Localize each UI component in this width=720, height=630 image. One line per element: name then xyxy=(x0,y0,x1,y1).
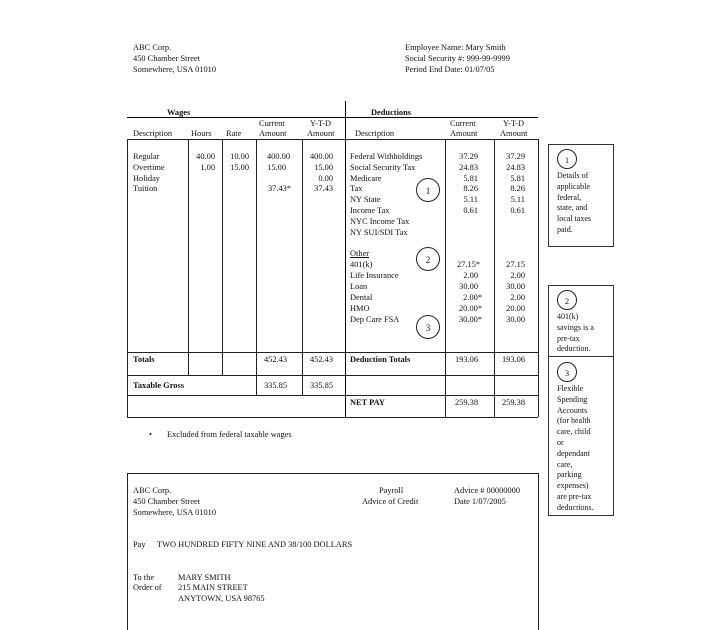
wage-row-ytd: 15.00 xyxy=(314,163,333,172)
wages-totals-label: Totals xyxy=(133,355,155,364)
tax-row-desc: Social Security Tax xyxy=(350,163,416,172)
deduction-totals-current: 193.06 xyxy=(454,355,478,364)
wage-row-desc: Overtime xyxy=(133,163,165,172)
table-right-border xyxy=(538,139,539,417)
advice-number: Advice # 00000000 xyxy=(454,486,521,495)
wage-row-desc: Tuition xyxy=(133,184,158,193)
tax-row-ytd: 8.26 xyxy=(510,184,525,193)
tax-row-ytd: 0.61 xyxy=(510,206,525,215)
to-the-label: To the xyxy=(133,573,155,582)
tax-row-ytd: 5.81 xyxy=(510,174,525,183)
wages-col-current-2: Amount xyxy=(259,129,287,138)
tax-row-current: 24.83 xyxy=(459,163,478,172)
other-row-current: 2.00* xyxy=(463,293,482,302)
advice-date: Date 1/07/2005 xyxy=(454,497,506,506)
other-row-current: 20.00* xyxy=(458,304,482,313)
ded-col-description: Description xyxy=(355,129,395,138)
callout-marker-2: 2 xyxy=(416,247,440,271)
wages-heading: Wages xyxy=(167,108,191,117)
taxable-gross-current: 335.85 xyxy=(263,381,287,390)
tax-row-desc: Tax xyxy=(350,184,363,193)
other-deductions-label: Other xyxy=(350,249,370,258)
employee-ssn: Social Security #: 999-99-9999 xyxy=(405,54,510,63)
other-row-current: 30.00 xyxy=(459,282,478,291)
wages-totals-current: 452.43 xyxy=(263,355,287,364)
table-center-divider xyxy=(345,101,346,418)
table-left-border xyxy=(127,139,128,417)
advice-right-border xyxy=(538,473,539,630)
other-row-ytd: 2.00 xyxy=(510,271,525,280)
other-row-current: 27.15* xyxy=(456,260,480,269)
other-row-ytd: 30.00 xyxy=(506,315,525,324)
wages-col-description: Description xyxy=(133,129,173,138)
ded-col-current-1: Current xyxy=(450,119,476,128)
payee-city: ANYTOWN, USA 98765 xyxy=(178,594,265,603)
wages-col-current-1: Current xyxy=(259,119,285,128)
tax-row-ytd: 5.11 xyxy=(510,195,525,204)
wage-row-rate: 10.00 xyxy=(230,152,249,161)
pay-amount-words: TWO HUNDRED FIFTY NINE AND 38/100 DOLLARS xyxy=(157,540,353,549)
tax-row-current: 0.61 xyxy=(463,206,478,215)
totals-bottom-rule xyxy=(127,375,538,376)
note-box-3 xyxy=(548,356,614,516)
other-row-ytd: 30.00 xyxy=(506,282,525,291)
wages-totals-ytd: 452.43 xyxy=(309,355,333,364)
note-box-1 xyxy=(548,144,614,247)
advice-title-payroll: Payroll xyxy=(379,486,404,495)
note-text-3: Flexible Spending Accounts (for health care, child or dependant care, parking expenses) are pre-tax deductions. xyxy=(557,384,594,512)
other-row-current: 30.00* xyxy=(458,315,482,324)
payee-name: MARY SMITH xyxy=(178,573,231,582)
company-name: ABC Corp. xyxy=(133,43,172,52)
footnote-text: Excluded from federal taxable wages xyxy=(167,430,292,439)
advice-company-street: 450 Chamber Street xyxy=(133,497,200,506)
table-bottom-rule xyxy=(127,417,538,418)
wages-col-hours: Hours xyxy=(191,129,212,138)
other-row-desc: 401(k) xyxy=(350,260,373,269)
wage-row-ytd: 0.00 xyxy=(318,174,333,183)
tax-row-desc: Medicare xyxy=(350,174,382,183)
footnote-bullet: • xyxy=(149,430,152,439)
other-row-current: 2.00 xyxy=(463,271,478,280)
note-text-2: 401(k) savings is a pre-tax deduction. xyxy=(557,312,594,354)
deductions-heading: Deductions xyxy=(371,108,412,117)
company-street: 450 Chamber Street xyxy=(133,54,200,63)
advice-company-name: ABC Corp. xyxy=(133,486,172,495)
tax-row-ytd: 37.29 xyxy=(506,152,525,161)
company-city: Somewhere, USA 01010 xyxy=(133,65,217,74)
note-number-1: 1 xyxy=(557,149,577,169)
tax-row-current: 5.81 xyxy=(463,174,478,183)
wage-row-desc: Regular xyxy=(133,152,160,161)
pay-label: Pay xyxy=(133,540,146,549)
callout-marker-1: 1 xyxy=(416,178,440,202)
other-row-ytd: 27.15 xyxy=(506,260,525,269)
other-row-desc: Loan xyxy=(350,282,368,291)
order-of-label: Order of xyxy=(133,583,162,592)
wage-row-hours: 40.00 xyxy=(196,152,215,161)
wages-col-ytd-1: Y-T-D xyxy=(310,119,332,128)
note-number-3: 3 xyxy=(557,362,577,382)
net-pay-current: 259.38 xyxy=(454,398,478,407)
ded-col-current-2: Amount xyxy=(450,129,478,138)
tax-row-desc: NY SUI/SDI Tax xyxy=(350,228,408,237)
other-row-desc: Dep Care FSA xyxy=(350,315,400,324)
tax-row-desc: NYC Income Tax xyxy=(350,217,410,226)
taxable-bottom-rule xyxy=(127,395,538,396)
advice-company-city: Somewhere, USA 01010 xyxy=(133,508,217,517)
wage-row-desc: Holiday xyxy=(133,174,160,183)
wages-col-ytd-2: Amount xyxy=(307,129,335,138)
advice-top-rule xyxy=(127,473,538,474)
note-number-2: 2 xyxy=(557,290,577,310)
tax-row-desc: Income Tax xyxy=(350,206,390,215)
rate-col-line xyxy=(222,139,223,375)
net-pay-label: NET PAY xyxy=(350,398,385,407)
other-row-desc: Dental xyxy=(350,293,373,302)
wage-row-ytd: 400.00 xyxy=(309,152,333,161)
note-box-2 xyxy=(548,285,614,357)
tax-row-current: 8.26 xyxy=(463,184,478,193)
payee-street: 215 MAIN STREET xyxy=(178,583,248,592)
wage-row-hours: 1.00 xyxy=(200,163,215,172)
advice-left-border xyxy=(127,473,128,630)
wage-row-ytd: 37.43 xyxy=(314,184,333,193)
deduction-totals-label: Deduction Totals xyxy=(350,355,411,364)
other-row-desc: HMO xyxy=(350,304,370,313)
taxable-gross-ytd: 335.85 xyxy=(309,381,333,390)
wages-col-rate: Rate xyxy=(226,129,242,138)
other-row-ytd: 20.00 xyxy=(506,304,525,313)
taxable-gross-label: Taxable Gross xyxy=(133,381,184,390)
tax-row-ytd: 24.83 xyxy=(506,163,525,172)
tax-row-current: 5.11 xyxy=(463,195,478,204)
note-text-1: Details of applicable federal, state, and local taxes paid. xyxy=(557,171,591,234)
other-row-ytd: 2.00 xyxy=(510,293,525,302)
tax-row-desc: Federal Withholdings xyxy=(350,152,423,161)
wage-row-current: 400.00 xyxy=(266,152,290,161)
wage-row-rate: 15.00 xyxy=(230,163,249,172)
callout-marker-3: 3 xyxy=(416,315,440,339)
period-end-date: Period End Date: 01/07/05 xyxy=(405,65,495,74)
net-pay-ytd: 259.38 xyxy=(501,398,525,407)
hours-col-line xyxy=(188,139,189,375)
other-row-desc: Life Insurance xyxy=(350,271,399,280)
wage-row-current: 37.43* xyxy=(267,184,291,193)
ded-col-ytd-1: Y-T-D xyxy=(503,119,525,128)
tax-row-desc: NY State xyxy=(350,195,381,204)
employee-name: Employee Name: Mary Smith xyxy=(405,43,506,52)
deduction-totals-ytd: 193.06 xyxy=(501,355,525,364)
ded-col-ytd-2: Amount xyxy=(500,129,528,138)
tax-row-current: 37.29 xyxy=(459,152,478,161)
advice-title-credit: Advice of Credit xyxy=(362,497,419,506)
wage-row-current: 15.00 xyxy=(267,163,286,172)
